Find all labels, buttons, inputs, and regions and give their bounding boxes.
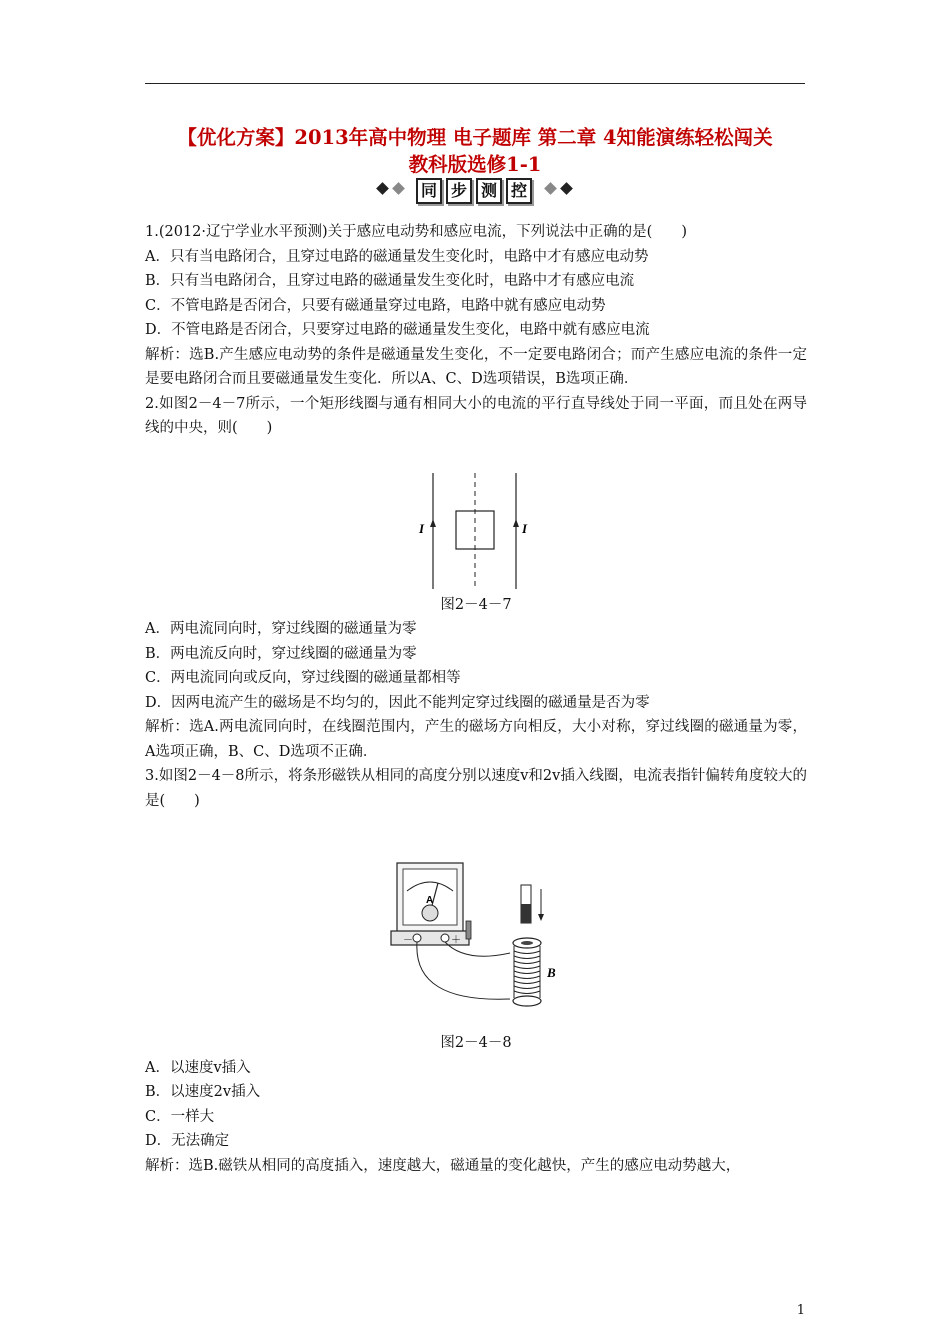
meter-label: A — [426, 895, 434, 906]
question-2-option-d: D．因两电流产生的磁场是不均匀的，因此不能判定穿过线圈的磁通量是否为零 — [145, 694, 650, 711]
question-2-analysis: 解析：选A.两电流同向时，在线圈范围内，产生的磁场方向相反，大小对称，穿过线圈的磁通量为零，A选项正确，B、C、D选项不正确． — [145, 719, 807, 760]
badge-char: 控 — [506, 178, 532, 204]
question-2-option-c: C．两电流同向或反向，穿过线圈的磁通量都相等 — [145, 670, 461, 686]
question-body — [145, 220, 807, 1178]
question-3-option-a: A．以速度v插入 — [145, 1059, 251, 1076]
figure-2-4-8 — [145, 813, 807, 1031]
question-3-option-c: C．一样大 — [145, 1108, 215, 1125]
figure-2-4-7 — [145, 441, 807, 593]
current-label-left: I — [419, 520, 425, 536]
diamond-icon — [544, 182, 557, 195]
parallel-wires-diagram — [145, 441, 807, 593]
question-1-option-a: A．只有当电路闭合，且穿过电路的磁通量发生变化时，电路中才有感应电动势 — [145, 248, 649, 265]
document-title — [140, 124, 810, 178]
terminal-plus: ＋ — [451, 935, 461, 946]
question-2-option-a: A．两电流同向时，穿过线圈的磁通量为零 — [145, 621, 417, 637]
galvanometer-coil-diagram — [145, 813, 807, 1031]
figure-2-4-8-caption: 图2－4－8 — [440, 1035, 512, 1051]
terminal-minus: － — [403, 935, 413, 946]
badge-char: 同 — [416, 178, 442, 204]
current-label-right: I — [522, 520, 528, 536]
question-1-option-d: D．不管电路是否闭合，只要穿过电路的磁通量发生变化，电路中就有感应电流 — [145, 322, 650, 338]
question-1-stem: 1.(2012·辽宁学业水平预测)关于感应电动势和感应电流，下列说法中正确的是( ) — [145, 224, 687, 240]
question-2-option-b: B．两电流反向时，穿过线圈的磁通量为零 — [145, 645, 417, 662]
question-2-stem: 2.如图2－4－7所示，一个矩形线圈与通有相同大小的电流的平行直导线处于同一平面，而且处在两导线的中央，则( ) — [145, 395, 807, 436]
question-3-analysis: 解析：选B.磁铁从相同的高度插入，速度越大，磁通量的变化越快，产生的感应电动势越大， — [145, 1157, 741, 1174]
coil-label: B — [547, 965, 556, 980]
section-badge — [372, 176, 578, 204]
figure-2-4-7-caption: 图2－4－7 — [440, 596, 512, 613]
badge-char: 步 — [446, 178, 472, 204]
diamond-icon — [560, 182, 573, 195]
diamond-icon — [392, 182, 405, 195]
question-3-stem: 3.如图2－4－8所示，将条形磁铁从相同的高度分别以速度v和2v插入线圈，电流表指针偏转角度较大的是( ) — [145, 768, 807, 809]
badge-char: 测 — [476, 178, 502, 204]
title-line-1: 【优化方案】2013年高中物理 电子题库 第二章 4知能演练轻松闯关 — [177, 126, 773, 149]
question-1-analysis: 解析：选B.产生感应电动势的条件是磁通量发生变化，不一定要电路闭合；而产生感应电流的条件一定是要电路闭合而且要磁通量发生变化．所以A、C、D选项错误，B选项正确． — [145, 346, 807, 387]
page-number: 1 — [796, 1303, 805, 1318]
diamond-icon — [376, 182, 389, 195]
header-rule — [145, 83, 805, 84]
title-line-2: 教科版选修1-1 — [408, 153, 542, 176]
question-1-option-c: C．不管电路是否闭合，只要有磁通量穿过电路，电路中就有感应电动势 — [145, 297, 606, 314]
question-3-option-d: D．无法确定 — [145, 1133, 230, 1149]
question-3-option-b: B．以速度2v插入 — [145, 1084, 261, 1100]
question-1-option-b: B．只有当电路闭合，且穿过电路的磁通量发生变化时，电路中才有感应电流 — [145, 273, 635, 289]
